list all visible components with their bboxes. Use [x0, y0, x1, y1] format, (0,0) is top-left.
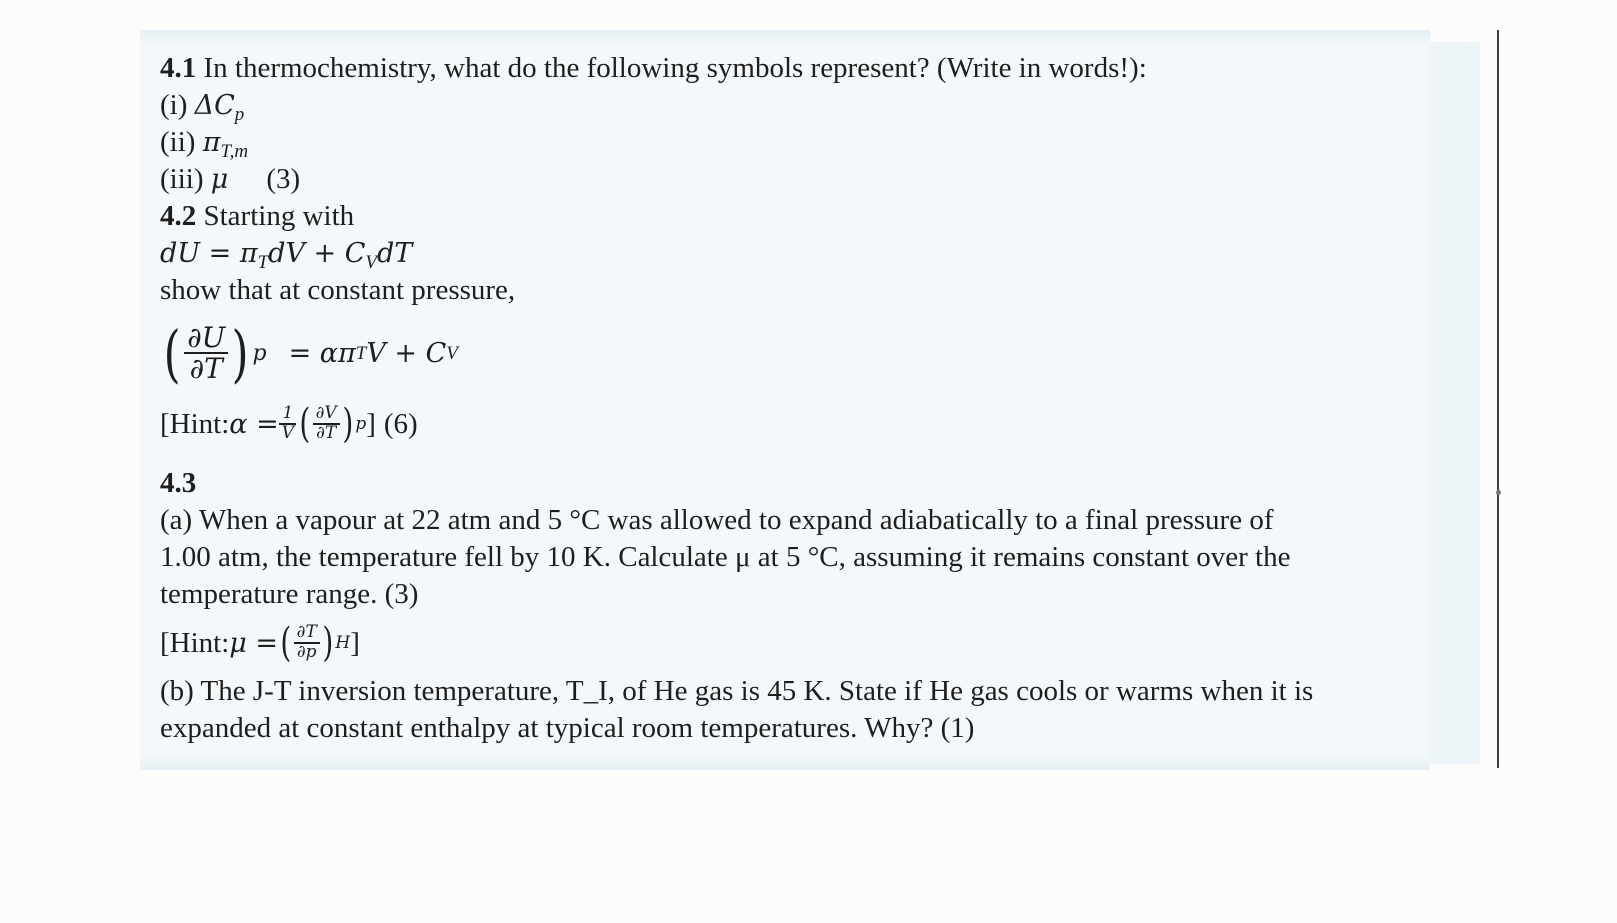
q42-hint-reciprocal-den: V: [281, 423, 295, 443]
q42-instruction: [160, 272, 1430, 309]
q43-hint-mu: μ =: [229, 627, 279, 659]
q42-equation: [160, 235, 1430, 272]
q42-rhs-part2: V + C: [366, 337, 447, 369]
q42-hint: [160, 395, 1430, 453]
q43-hint: [160, 613, 1430, 673]
q42-rhs-part1: = απ: [288, 337, 356, 369]
right-paren: ): [231, 316, 249, 390]
q42-hint-open: [Hint:: [160, 407, 230, 440]
q41-item-ii-subscript: T,m: [220, 141, 249, 162]
q42-heading: [160, 198, 1430, 235]
q42-hint-partial-num: ∂V: [313, 405, 340, 425]
left-paren: (: [299, 400, 311, 447]
q42-hint-reciprocal: [279, 405, 297, 443]
q42-eq-sub1: T: [257, 252, 269, 273]
q42-partial-denominator: ∂T: [189, 352, 223, 385]
q42-hint-partial-subscript: p: [355, 413, 367, 434]
q42-eq-part2: dV + C: [268, 238, 366, 269]
page-edge-line: [1497, 30, 1499, 768]
q42-number: 4.2: [160, 200, 197, 232]
q42-partial-subscript: p: [252, 340, 267, 366]
q42-partial-fraction: [184, 320, 228, 385]
q42-hint-alpha: α =: [229, 408, 279, 440]
left-paren: (: [280, 619, 292, 666]
q43-part-a-line1: [160, 502, 1430, 539]
q41-item-i-symbol: ΔC: [194, 90, 235, 121]
q42-hint-close: ]: [366, 407, 376, 440]
q42-text: Starting with: [196, 200, 355, 232]
q41-item-ii: [160, 124, 1430, 161]
page-edge-mark: [1496, 490, 1501, 495]
q43-hint-partial-den: ∂p: [296, 642, 317, 662]
q43-part-b-line1: [160, 673, 1430, 710]
q42-eq-part1: dU = π: [160, 238, 258, 269]
q42-eq-sub2: V: [365, 252, 377, 273]
q42-rhs-sub1: T: [355, 342, 367, 364]
q43-hint-partial: [294, 624, 320, 662]
q43-part-b-text1: (b) The J-T inversion temperature, T_I, of He gas is 45 K. State if He gas cools or warms when it is: [160, 675, 1314, 707]
q41-item-ii-label: (ii): [160, 126, 203, 158]
left-paren: (: [163, 316, 181, 390]
q43-hint-partial-num: ∂T: [294, 624, 320, 644]
q41-item-i-label: (i): [160, 89, 195, 121]
q41-number: 4.1: [160, 52, 197, 84]
q41-item-ii-symbol: π: [202, 127, 221, 158]
q41-text: In thermochemistry, what do the following symbols represent? (Write in words!):: [196, 52, 1147, 84]
q43-part-b-line2: [160, 710, 1430, 747]
right-paren: ): [342, 400, 353, 447]
question-document: [160, 50, 1430, 747]
q42-rhs-sub2: V: [446, 342, 458, 364]
q42-hint-reciprocal-num: 1: [279, 405, 296, 425]
q41-heading: [160, 50, 1430, 87]
q43-part-a-text1: (a) When a vapour at 22 atm and 5 °C was allowed to expand adiabatically to a final pressure of: [160, 504, 1274, 536]
q43-hint-close: ]: [350, 626, 360, 659]
q43-part-a-line3: [160, 576, 1430, 613]
q43-heading: [160, 465, 1430, 502]
q42-hint-partial-den: ∂T: [316, 423, 337, 443]
q41-marks: (3): [266, 163, 301, 195]
q43-hint-open: [Hint:: [160, 626, 230, 659]
q42-instruction-text: show that at constant pressure,: [160, 274, 516, 306]
q41-item-i-subscript: p: [234, 104, 245, 125]
q42-derivative-equation: [160, 311, 1430, 395]
q43-hint-partial-subscript: H: [335, 632, 351, 653]
q43-number: 4.3: [160, 467, 197, 499]
q43-part-a-text3: temperature range. (3): [160, 578, 419, 610]
right-margin-panel: [1428, 42, 1480, 764]
q43-part-b-text2: expanded at constant enthalpy at typical room temperatures. Why? (1): [160, 712, 975, 744]
q41-item-i: [160, 87, 1430, 124]
q43-part-a-line2: [160, 539, 1430, 576]
q42-eq-part3: dT: [377, 238, 413, 269]
q41-item-iii-symbol: μ: [210, 164, 229, 195]
q43-part-a-text2: 1.00 atm, the temperature fell by 10 K. Calculate μ at 5 °C, assuming it remains constant over the: [160, 541, 1291, 573]
right-paren: ): [322, 619, 334, 666]
q42-marks: (6): [383, 407, 418, 440]
q41-item-iii-label: (iii): [160, 163, 211, 195]
q42-partial-numerator: ∂U: [184, 323, 228, 354]
q41-item-iii: [160, 161, 1430, 198]
q42-hint-partial: [313, 405, 340, 443]
